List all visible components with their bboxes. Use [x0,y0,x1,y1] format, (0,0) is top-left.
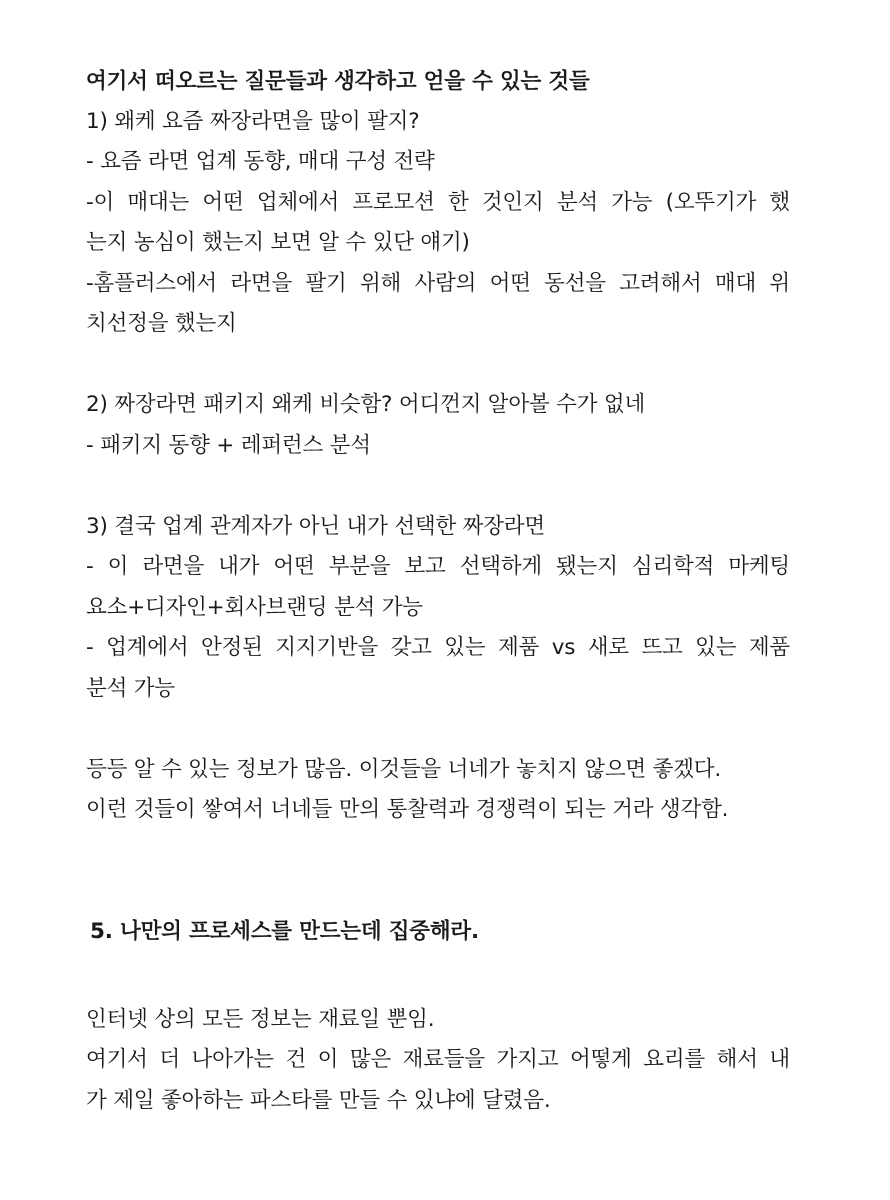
question-1-title: 1) 왜케 요즘 짜장라면을 많이 팔지? [86,109,420,134]
section-5-line-3: 가 제일 좋아하는 파스타를 만들 수 있냐에 달렸음. [86,1088,551,1113]
question-1-point-1: - 요즘 라면 업계 동향, 매대 구성 전략 [86,149,435,174]
question-1-point-2-line-1: -이 매대는 어떤 업체에서 프로모션 한 것인지 분석 가능 (오뚜기가 했 [86,190,790,215]
question-3-point-2-line-2: 분석 가능 [86,676,175,701]
section-5-heading: 5. 나만의 프로세스를 만드는데 집중해라. [90,919,479,944]
section-5-line-2: 여기서 더 나아가는 건 이 많은 재료들을 가지고 어떻게 요리를 해서 내 [86,1047,790,1072]
question-1-point-3-line-2: 치선정을 했는지 [86,311,237,336]
question-2-title: 2) 짜장라면 패키지 왜케 비슷함? 어디껀지 알아볼 수가 없네 [86,392,646,417]
question-3-point-1-line-2: 요소+디자인+회사브랜딩 분석 가능 [86,595,423,620]
question-3-point-1-line-1: - 이 라면을 내가 어떤 부분을 보고 선택하게 됐는지 심리학적 마케팅 [86,554,790,579]
question-1-point-3-line-1: -홈플러스에서 라면을 팔기 위해 사람의 어떤 동선을 고려해서 매대 위 [86,271,790,296]
question-1-point-2-line-2: 는지 농심이 했는지 보면 알 수 있단 얘기) [86,230,470,255]
question-3-title: 3) 결국 업계 관계자가 아닌 내가 선택한 짜장라면 [86,514,545,539]
summary-line-2: 이런 것들이 쌓여서 너네들 만의 통찰력과 경쟁력이 되는 거라 생각함. [86,797,729,822]
section-5-line-1: 인터넷 상의 모든 정보는 재료일 뿐임. [86,1007,435,1032]
question-3-point-2-line-1: - 업계에서 안정된 지지기반을 갖고 있는 제품 vs 새로 뜨고 있는 제품 [86,635,790,660]
summary-line-1: 등등 알 수 있는 정보가 많음. 이것들을 너네가 놓치지 않으면 좋겠다. [86,757,721,782]
question-2-point-1: - 패키지 동향 + 레퍼런스 분석 [86,433,371,458]
intro-heading: 여기서 떠오르는 질문들과 생각하고 얻을 수 있는 것들 [86,69,590,94]
